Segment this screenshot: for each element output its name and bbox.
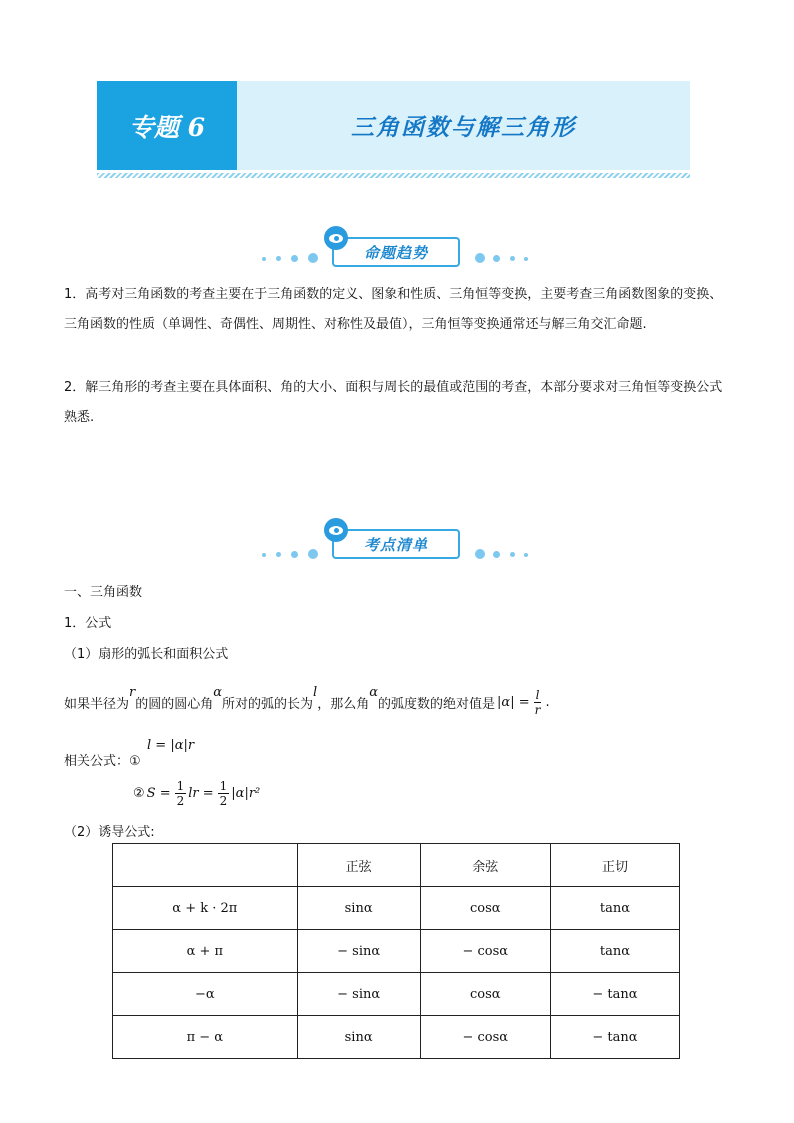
table-row [113, 1016, 680, 1059]
decorative-dot [493, 551, 500, 558]
eye-icon [324, 518, 348, 542]
decorative-dot [276, 256, 281, 261]
table-header-row [113, 844, 680, 887]
decorative-dot [262, 553, 266, 557]
section-title-box: 考点清单 [332, 529, 460, 559]
fraction [218, 779, 230, 808]
trend-paragraph-1: 1．高考对三角函数的考查主要在于三角函数的定义、图象和性质、三角恒等变换，主要考查三角函数图象的变换、三角函数的性质（单调性、奇偶性、周期性、对称性及最值），三角恒等变换通常还与解三角交汇命题. [64, 287, 723, 332]
formula-end: |α|r² [231, 785, 261, 801]
table-cell: π − α [113, 1016, 298, 1059]
table-cell: − sinα [297, 973, 420, 1016]
heading-induction-formulas: （2）诱导公式: [64, 825, 155, 840]
decorative-dot [276, 552, 281, 557]
table-cell: − cosα [420, 930, 550, 973]
formula-index: ② [133, 785, 145, 801]
decorative-dot [308, 253, 318, 263]
fraction-numerator: 1 [176, 778, 185, 793]
section-heading-trend [258, 222, 538, 272]
heading-sector-formulas: （1）扇形的弧长和面积公式 [64, 647, 229, 662]
table-cell: α + k · 2π [113, 887, 298, 930]
fraction-denominator: 2 [219, 793, 228, 808]
decorative-dot [510, 256, 515, 261]
table-row [113, 973, 680, 1016]
decorative-dot [493, 255, 500, 262]
table-cell: − tanα [550, 973, 679, 1016]
table-row [113, 930, 680, 973]
trend-paragraph-2: 2．解三角形的考查主要在具体面积、角的大小、面积与周长的最值或范围的考查，本部分要求对三角恒等变换公式熟悉. [64, 380, 723, 425]
definition-text: 如果半径为 [64, 696, 130, 712]
table-row [113, 887, 680, 930]
table-cell: − tanα [550, 1016, 679, 1059]
fraction-denominator: r [534, 702, 541, 717]
table-cell: − sinα [297, 930, 420, 973]
decorative-dot [262, 257, 266, 261]
page-title: 三角函数与解三角形 [351, 114, 576, 141]
fraction [175, 779, 187, 808]
angle-symbol: α [369, 684, 379, 700]
definition-text: 所对的弧的长为 [222, 696, 314, 712]
table-cell: sinα [297, 887, 420, 930]
heading-trig-functions: 一、三角函数 [64, 585, 143, 600]
abs-alpha: |α| = [497, 694, 530, 710]
induction-formula-table [112, 843, 680, 1059]
fraction-numerator: l [535, 687, 540, 702]
decorative-dot [510, 552, 515, 557]
definition-text: ，那么角 [317, 696, 370, 712]
table-header-cell: 正切 [550, 844, 679, 887]
table-cell: −α [113, 973, 298, 1016]
heading-formulas: 1．公式 [64, 616, 112, 631]
section-title-box: 命题趋势 [332, 237, 460, 267]
radius-symbol: r [129, 684, 136, 700]
formula-middle: lr = [188, 785, 214, 801]
table-header-cell: 余弦 [420, 844, 550, 887]
decorative-dot [291, 551, 298, 558]
decorative-dot [524, 553, 528, 557]
table-cell: cosα [420, 887, 550, 930]
decorative-dot [308, 549, 318, 559]
decorative-dot [475, 253, 485, 263]
table-cell: sinα [297, 1016, 420, 1059]
table-header-cell: 正弦 [297, 844, 420, 887]
decorative-dot [524, 257, 528, 261]
definition-end: . [545, 694, 550, 710]
definition-text: 的弧度数的绝对值是 [378, 696, 496, 712]
topic-number-tag: 专题 6 [97, 81, 237, 170]
arc-length-symbol: l [313, 684, 318, 700]
decorative-dot [475, 549, 485, 559]
table-cell: − cosα [420, 1016, 550, 1059]
table-cell: α + π [113, 930, 298, 973]
related-formulas-label: 相关公式：① [64, 754, 141, 769]
fraction-numerator: 1 [219, 778, 228, 793]
formula-sector-area [133, 775, 260, 811]
definition-line [64, 682, 550, 722]
fraction-denominator: 2 [176, 793, 185, 808]
area-symbol: S = [146, 785, 171, 801]
table-cell: cosα [420, 973, 550, 1016]
table-cell: tanα [550, 930, 679, 973]
formula-arc-length: l = |α|r [147, 738, 195, 753]
section-heading-checklist [258, 518, 538, 568]
eye-icon [324, 226, 348, 250]
table-header-cell [113, 844, 298, 887]
definition-text: 的圆的圆心角 [135, 696, 214, 712]
decorative-dot [291, 255, 298, 262]
decorative-stripe [97, 173, 690, 178]
fraction [534, 688, 542, 717]
table-cell: tanα [550, 887, 679, 930]
angle-symbol: α [213, 684, 223, 700]
